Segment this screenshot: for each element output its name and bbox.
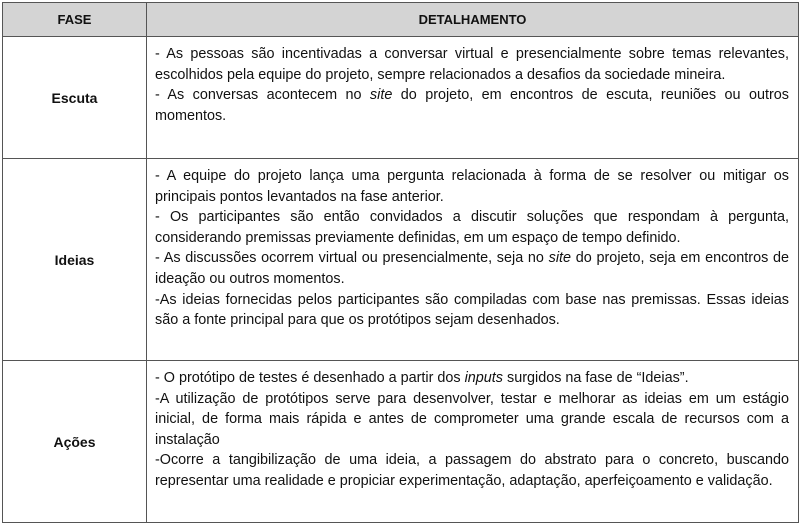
- phase-cell-escuta: Escuta: [3, 37, 147, 159]
- table-row-ideias: [3, 159, 799, 361]
- phase-cell-ideias: Ideias: [3, 159, 147, 361]
- header-detalhamento: DETALHAMENTO: [147, 3, 799, 37]
- detail-paragraph: -Ocorre a tangibilização de uma ideia, a passagem do abstrato para o concreto, buscando representar uma realidade e propiciar experimentação, adaptação, aperfeiçoamento e validação.: [155, 452, 789, 489]
- table-header-row: [3, 3, 799, 37]
- detail-cell-escuta: [147, 37, 799, 159]
- table-row-acoes: [3, 361, 799, 523]
- header-fase: FASE: [3, 3, 147, 37]
- detail-paragraph: - O protótipo de testes é desenhado a partir dos inputs surgidos na fase de “Ideias”.: [155, 370, 689, 386]
- detail-cell-acoes: [147, 361, 799, 523]
- detail-paragraph: - Os participantes são então convidados a discutir soluções que respondam à pergunta, considerando premissas previamente definidas, em um espaço de tempo definido.: [155, 209, 789, 246]
- detail-paragraph: - As pessoas são incentivadas a conversar virtual e presencialmente sobre temas relevantes, escolhidos pela equipe do projeto, sempre relacionados a desafios da sociedade mineira.: [155, 46, 789, 83]
- detail-paragraph: - As discussões ocorrem virtual ou presencialmente, seja no site do projeto, seja em encontros de ideação ou outros momentos.: [155, 250, 789, 287]
- detail-paragraph: - A equipe do projeto lança uma pergunta relacionada à forma de se resolver ou mitigar os principais pontos levantados na fase anterior.: [155, 168, 789, 205]
- detail-paragraph: -A utilização de protótipos serve para desenvolver, testar e melhorar as ideias em um estágio inicial, de forma mais rápida e antes de comprometer uma grande escala de recursos com a instalação: [155, 390, 789, 448]
- detail-paragraph: - As conversas acontecem no site do projeto, em encontros de escuta, reuniões ou outros momentos.: [155, 87, 789, 124]
- phase-table: [2, 2, 799, 523]
- phase-cell-acoes: Ações: [3, 361, 147, 523]
- table-row-escuta: [3, 37, 799, 159]
- detail-cell-ideias: [147, 159, 799, 361]
- detail-paragraph: -As ideias fornecidas pelos participantes são compiladas com base nas premissas. Essas ideias são a fonte principal para que os protótipos sejam desenhados.: [155, 291, 789, 329]
